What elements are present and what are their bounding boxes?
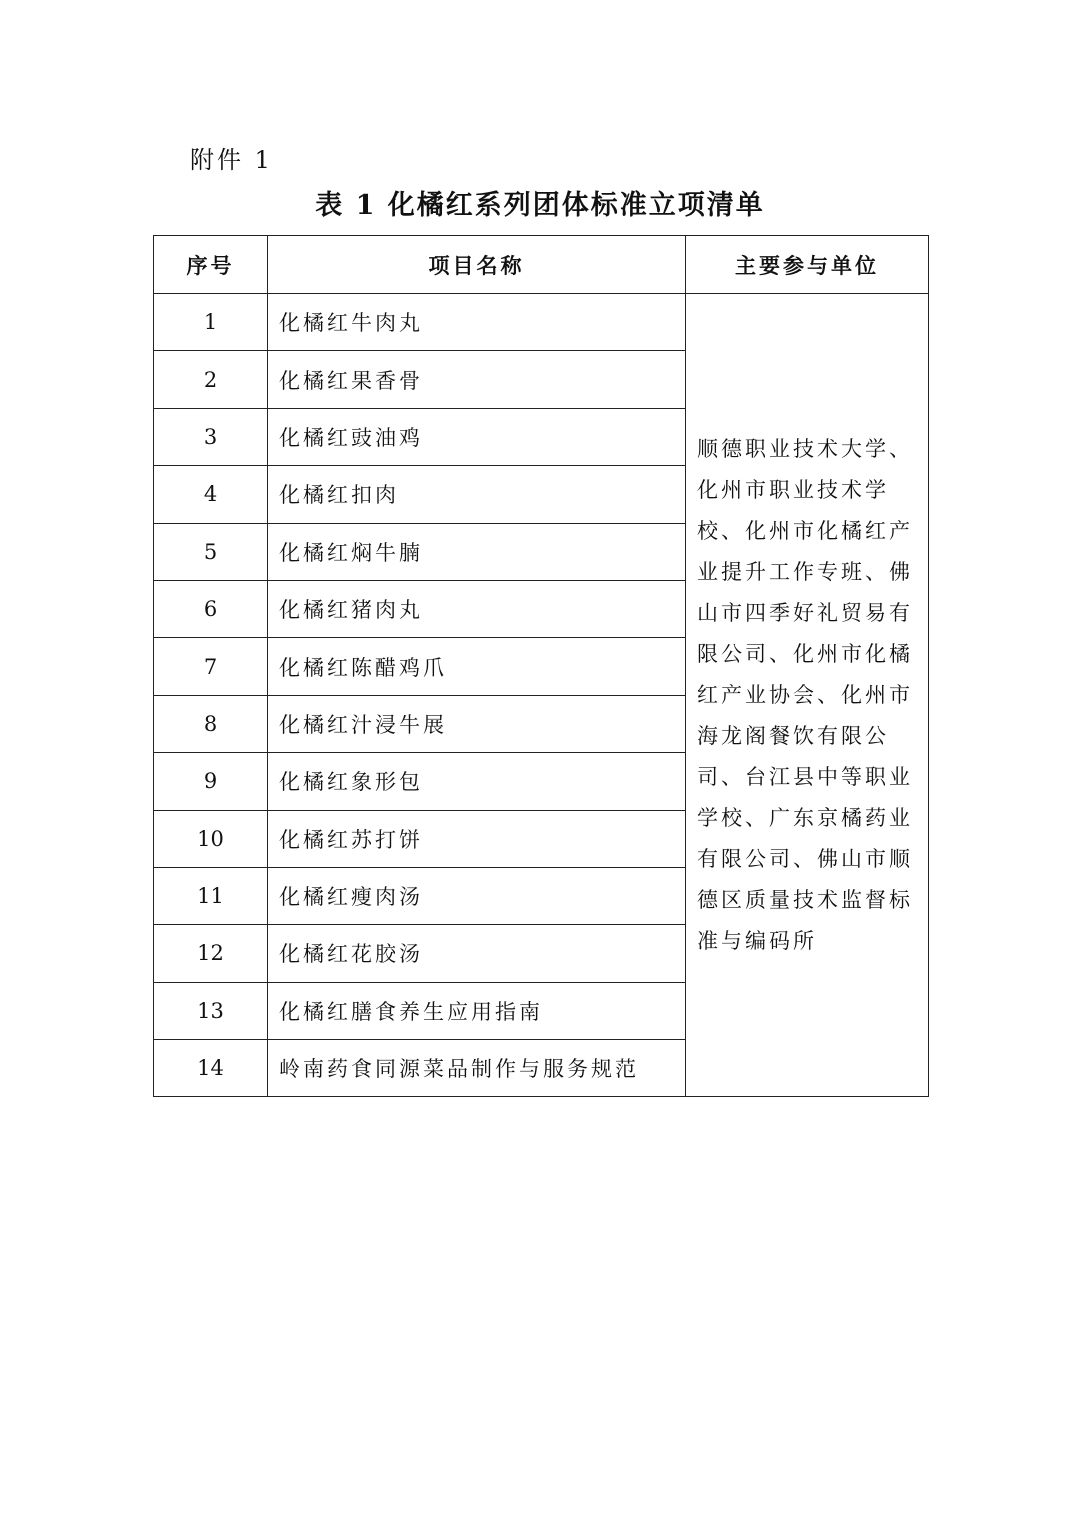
row-number: 7	[154, 638, 268, 695]
row-number: 2	[154, 351, 268, 408]
attachment-label: 附件 1	[190, 146, 273, 174]
row-number: 11	[154, 867, 268, 924]
column-header-number: 序号	[154, 236, 268, 294]
project-name: 化橘红牛肉丸	[268, 294, 686, 351]
project-name: 化橘红豉油鸡	[268, 408, 686, 465]
column-header-participants: 主要参与单位	[686, 236, 929, 294]
row-number: 10	[154, 810, 268, 867]
project-name: 化橘红瘦肉汤	[268, 867, 686, 924]
row-number: 6	[154, 580, 268, 637]
row-number: 3	[154, 408, 268, 465]
table-row	[154, 294, 929, 351]
project-name: 化橘红花胶汤	[268, 925, 686, 982]
project-name: 化橘红汁浸牛展	[268, 695, 686, 752]
table-header	[154, 236, 929, 294]
project-name: 化橘红象形包	[268, 753, 686, 810]
document-title: 表 1 化橘红系列团体标准立项清单	[315, 190, 765, 221]
row-number: 9	[154, 753, 268, 810]
standards-table	[153, 235, 929, 1097]
project-name: 化橘红焖牛腩	[268, 523, 686, 580]
row-number: 12	[154, 925, 268, 982]
project-name: 化橘红膳食养生应用指南	[268, 982, 686, 1039]
row-number: 1	[154, 294, 268, 351]
project-name: 化橘红陈醋鸡爪	[268, 638, 686, 695]
table-body	[154, 294, 929, 1097]
header-row	[154, 236, 929, 294]
project-name: 化橘红果香骨	[268, 351, 686, 408]
project-name: 化橘红扣肉	[268, 466, 686, 523]
row-number: 4	[154, 466, 268, 523]
row-number: 8	[154, 695, 268, 752]
project-name: 化橘红苏打饼	[268, 810, 686, 867]
project-name: 岭南药食同源菜品制作与服务规范	[268, 1040, 686, 1097]
participants-cell: 顺德职业技术大学、化州市职业技术学校、化州市化橘红产业提升工作专班、佛山市四季好礼贸易有限公司、化州市化橘红产业协会、化州市海龙阁餐饮有限公司、台江县中等职业学校、广东京橘药业有限公司、佛山市顺德区质量技术监督标准与编码所	[686, 294, 929, 1097]
column-header-project-name: 项目名称	[268, 236, 686, 294]
row-number: 14	[154, 1040, 268, 1097]
row-number: 5	[154, 523, 268, 580]
project-name: 化橘红猪肉丸	[268, 580, 686, 637]
row-number: 13	[154, 982, 268, 1039]
